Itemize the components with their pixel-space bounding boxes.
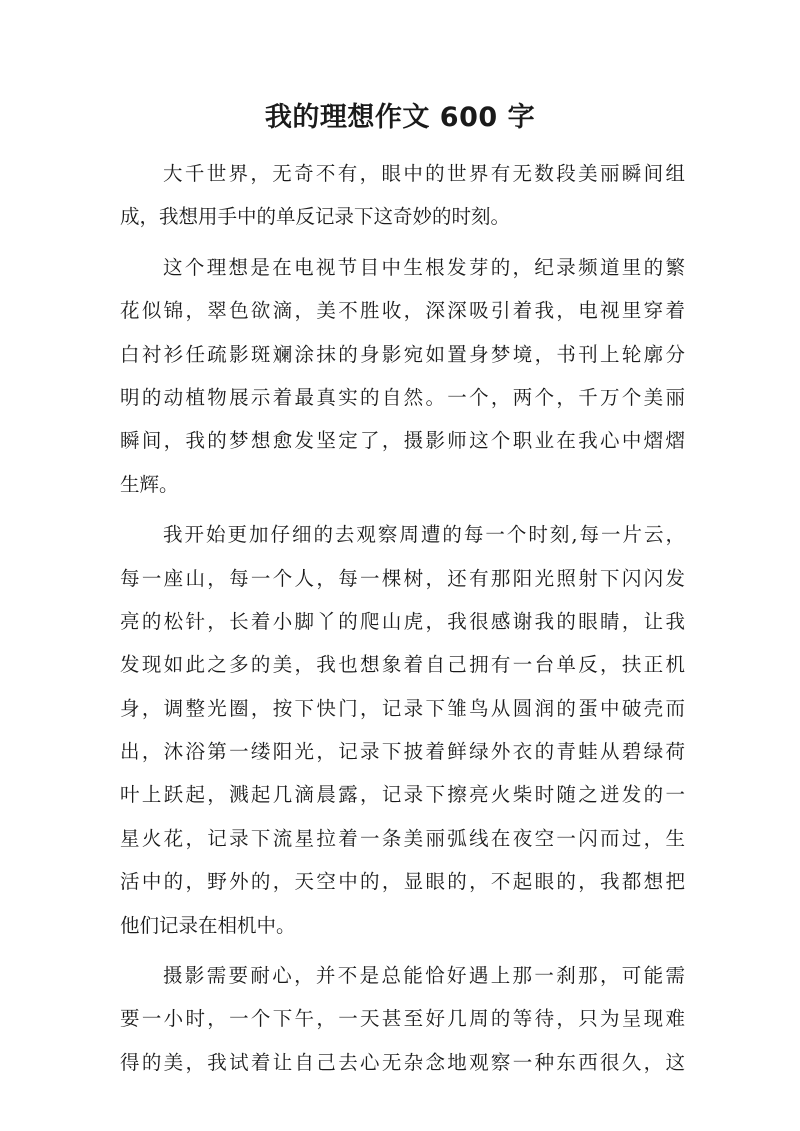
text-line: 花似锦，翠色欲滴，美不胜收，深深吸引着我，电视里穿着 — [120, 299, 685, 323]
text-line: 星火花，记录下流星拉着一条美丽弧线在夜空一闪而过，生 — [120, 826, 685, 850]
text-line: 亮的松针，长着小脚丫的爬山虎，我很感谢我的眼睛，让我 — [120, 609, 685, 633]
text-line: 我开始更加仔细的去观察周遭的每一个时刻,每一片云， — [163, 523, 685, 547]
text-line: 成，我想用手中的单反记录下这奇妙的时刻。 — [120, 205, 511, 229]
text-line: 活中的，野外的，天空中的，显眼的，不起眼的，我都想把 — [120, 870, 685, 894]
text-line: 大千世界，无奇不有，眼中的世界有无数段美丽瞬间组 — [163, 162, 685, 185]
text-line: 白衬衫任疏影斑斓涂抹的身影宛如置身梦境，书刊上轮廓分 — [120, 342, 685, 366]
paragraph-3 — [120, 513, 685, 947]
text-line: 生辉。 — [120, 472, 179, 496]
text-line: 摄影需要耐心，并不是总能恰好遇上那一刹那，可能需 — [163, 964, 685, 988]
text-line: 这个理想是在电视节目中生根发芽的，纪录频道里的繁 — [163, 255, 685, 279]
document-body — [120, 152, 685, 1091]
text-line: 身，调整光圈，按下快门，记录下雏鸟从圆润的蛋中破壳而 — [120, 696, 685, 720]
text-line: 要一小时，一个下午，一天甚至好几周的等待，只为呈现难 — [120, 1007, 685, 1031]
document-title: 我的理想作文 600 字 — [264, 102, 536, 133]
text-line: 出，沐浴第一缕阳光，记录下披着鲜绿外衣的青蛙从碧绿荷 — [120, 740, 685, 764]
text-line: 得的美，我试着让自己去心无杂念地观察一种东西很久，这 — [120, 1050, 685, 1074]
text-line: 明的动植物展示着最真实的自然。一个，两个，千万个美丽 — [120, 385, 685, 409]
text-line: 发现如此之多的美，我也想象着自己拥有一台单反，扶正机 — [120, 653, 685, 677]
text-line: 他们记录在相机中。 — [120, 913, 296, 937]
text-line: 叶上跃起，溅起几滴晨露，记录下擦亮火柴时随之迸发的一 — [120, 783, 685, 807]
paragraph-4 — [120, 954, 685, 1084]
text-line: 瞬间，我的梦想愈发坚定了，摄影师这个职业在我心中熠熠 — [120, 429, 685, 453]
paragraph-2 — [120, 246, 685, 506]
paragraph-1 — [120, 152, 685, 239]
text-line: 每一座山，每一个人，每一棵树，还有那阳光照射下闪闪发 — [120, 566, 685, 590]
